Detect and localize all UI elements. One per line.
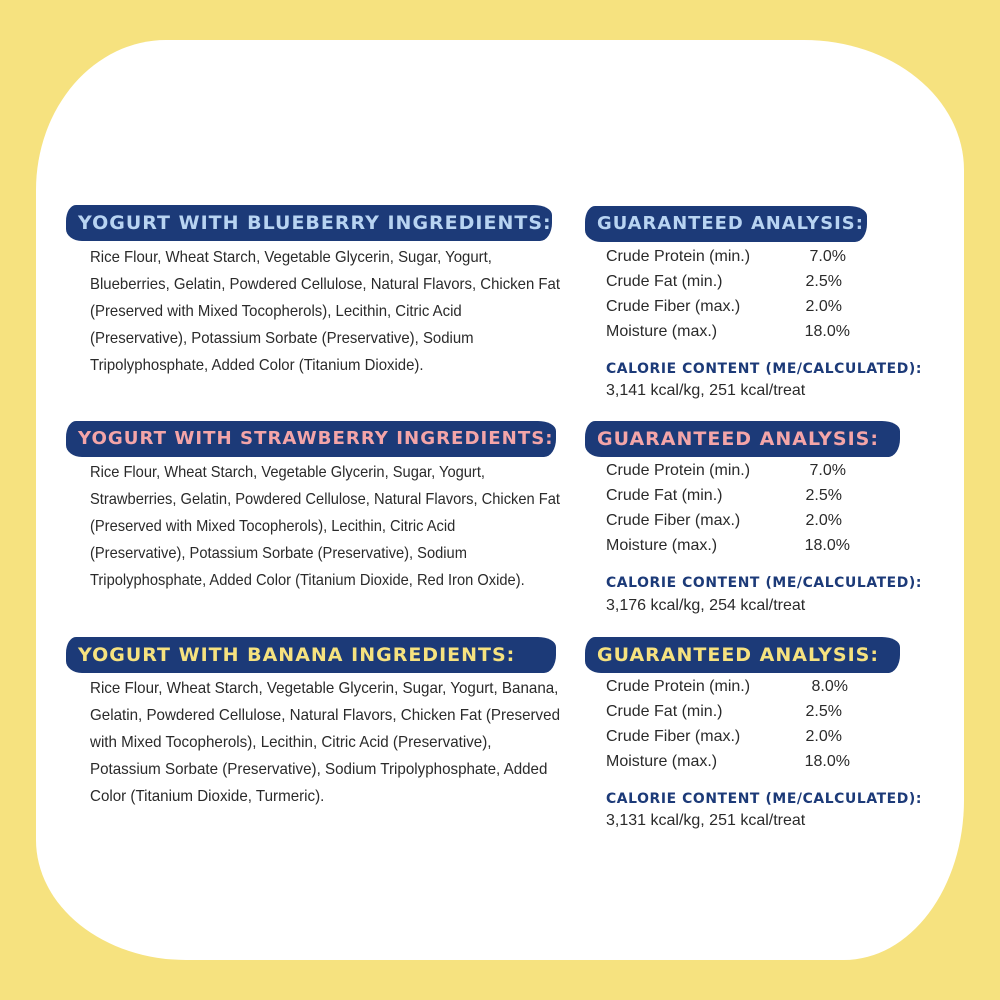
ga-value: 2.0% bbox=[805, 728, 842, 745]
ga-label: Crude Fat (min.) bbox=[606, 487, 723, 504]
ga-label: Moisture (max.) bbox=[606, 537, 718, 554]
ingredient-line: Blueberries, Gelatin, Powdered Cellulose, Natural Flavors, Chicken Fat bbox=[90, 276, 560, 293]
strawberry-calorie-heading: CALORIE CONTENT (ME/CALCULATED): bbox=[606, 575, 922, 591]
ga-label: Crude Protein (min.) bbox=[606, 678, 751, 695]
ingredient-line: (Preserved with Mixed Tocopherols), Lecithin, Citric Acid bbox=[90, 303, 462, 320]
ingredient-line: Color (Titanium Dioxide, Turmeric). bbox=[90, 788, 325, 805]
ga-label: Crude Fiber (max.) bbox=[606, 512, 741, 529]
ga-label: Crude Fat (min.) bbox=[606, 703, 723, 720]
ga-label: Crude Protein (min.) bbox=[606, 248, 751, 265]
ga-label: Moisture (max.) bbox=[606, 323, 718, 340]
ingredient-line: Gelatin, Powdered Cellulose, Natural Flavors, Chicken Fat (Preserved bbox=[90, 707, 560, 724]
strawberry-ga-heading: GUARANTEED ANALYSIS: bbox=[585, 421, 900, 457]
ingredient-line: Rice Flour, Wheat Starch, Vegetable Glycerin, Sugar, Yogurt, bbox=[90, 249, 492, 266]
ga-value: 7.0% bbox=[809, 248, 846, 265]
ga-value: 7.0% bbox=[809, 462, 846, 479]
ga-value: 2.5% bbox=[805, 703, 842, 720]
ga-value: 18.0% bbox=[804, 537, 850, 554]
ga-label: Crude Fiber (max.) bbox=[606, 728, 741, 745]
ga-value: 2.0% bbox=[805, 512, 842, 529]
ga-label: Moisture (max.) bbox=[606, 753, 718, 770]
banana-ga-heading: GUARANTEED ANALYSIS: bbox=[585, 637, 900, 673]
ingredient-line: (Preservative), Potassium Sorbate (Preservative), Sodium bbox=[90, 545, 467, 562]
blueberry-calorie-value: 3,141 kcal/kg, 251 kcal/treat bbox=[606, 382, 806, 399]
banana-calorie-heading: CALORIE CONTENT (ME/CALCULATED): bbox=[606, 791, 922, 807]
ga-label: Crude Protein (min.) bbox=[606, 462, 751, 479]
ga-value: 2.5% bbox=[805, 487, 842, 504]
strawberry-ingredients-heading: YOGURT WITH STRAWBERRY INGREDIENTS: bbox=[66, 421, 556, 457]
banana-calorie-value: 3,131 kcal/kg, 251 kcal/treat bbox=[606, 812, 806, 829]
strawberry-calorie-value: 3,176 kcal/kg, 254 kcal/treat bbox=[606, 597, 806, 614]
ingredient-line: (Preserved with Mixed Tocopherols), Lecithin, Citric Acid bbox=[90, 518, 456, 535]
ingredient-line: Tripolyphosphate, Added Color (Titanium Dioxide, Red Iron Oxide). bbox=[90, 572, 525, 589]
blueberry-ingredients-text bbox=[90, 244, 560, 379]
blueberry-calorie-heading: CALORIE CONTENT (ME/CALCULATED): bbox=[606, 361, 922, 377]
ingredient-line: Strawberries, Gelatin, Powdered Cellulose, Natural Flavors, Chicken Fat bbox=[90, 491, 560, 508]
ingredient-line: Rice Flour, Wheat Starch, Vegetable Glycerin, Sugar, Yogurt, bbox=[90, 464, 485, 481]
blueberry-ingredients-heading: YOGURT WITH BLUEBERRY INGREDIENTS: bbox=[66, 205, 552, 241]
ingredient-line: Potassium Sorbate (Preservative), Sodium Tripolyphosphate, Added bbox=[90, 761, 548, 778]
ga-value: 2.5% bbox=[805, 273, 842, 290]
ga-label: Crude Fiber (max.) bbox=[606, 298, 741, 315]
ga-value: 2.0% bbox=[805, 298, 842, 315]
ingredient-line: Tripolyphosphate, Added Color (Titanium Dioxide). bbox=[90, 357, 424, 374]
banana-ingredients-text bbox=[90, 675, 560, 810]
ga-label: Crude Fat (min.) bbox=[606, 273, 723, 290]
banana-ingredients-heading: YOGURT WITH BANANA INGREDIENTS: bbox=[66, 637, 556, 673]
ga-value: 18.0% bbox=[804, 323, 850, 340]
ingredient-line: with Mixed Tocopherols), Lecithin, Citric Acid (Preservative), bbox=[90, 734, 492, 751]
ingredient-line: (Preservative), Potassium Sorbate (Preservative), Sodium bbox=[90, 330, 474, 347]
ga-value: 18.0% bbox=[804, 753, 850, 770]
blueberry-ga-heading: GUARANTEED ANALYSIS: bbox=[585, 206, 867, 242]
strawberry-ingredients-text bbox=[90, 459, 560, 594]
ingredient-line: Rice Flour, Wheat Starch, Vegetable Glycerin, Sugar, Yogurt, Banana, bbox=[90, 680, 559, 697]
ga-value: 8.0% bbox=[811, 678, 848, 695]
